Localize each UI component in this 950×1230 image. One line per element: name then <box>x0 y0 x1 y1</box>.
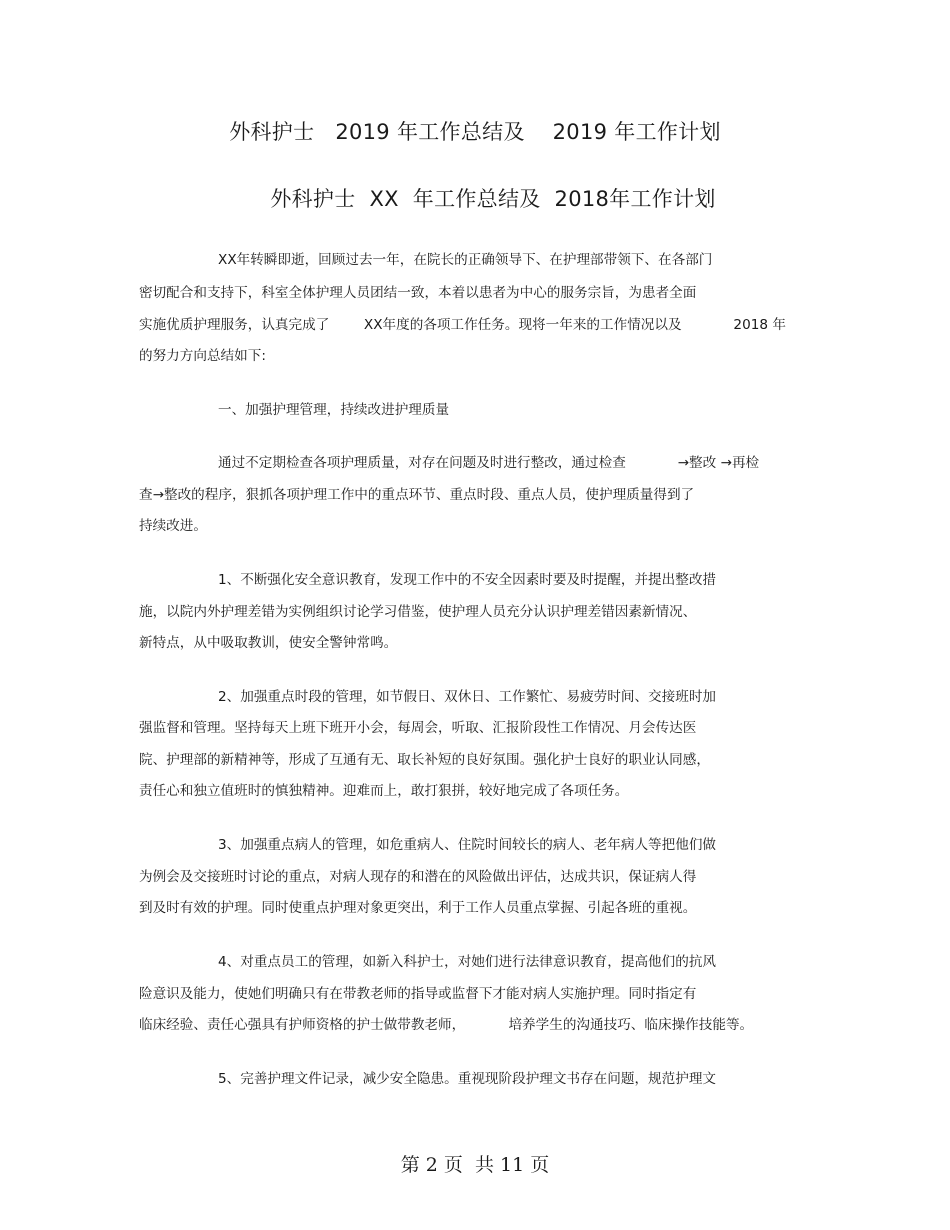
item4-line-3: 临床经验、责任心强具有护师资格的护士做带教老师， 培养学生的沟通技巧、临床操作技能等。 <box>139 1017 754 1033</box>
item2-line-2: 强监督和管理。坚持每天上班下班开小会，每周会，听取、汇报阶段性工作情况、月会传达医 <box>139 720 697 736</box>
intro-line-4: 的努力方向总结如下: <box>139 348 266 364</box>
page-label-prefix: 第 <box>400 1154 420 1176</box>
item1-line-2: 施，以院内外护理差错为实例组织讨论学习借鉴，使护理人员充分认识护理差错因素新情况、 <box>139 604 697 620</box>
item3-line-3: 到及时有效的护理。同时使重点护理对象更突出，利于工作人员重点掌握、引起各班的重视。 <box>139 900 697 916</box>
intro-line-2: 密切配合和支持下，科室全体护理人员团结一致，本着以患者为中心的服务宗旨，为患者全面 <box>139 285 697 301</box>
page-label-suffix: 页 <box>530 1154 550 1176</box>
intro-line-1: XX年转瞬即逝，回顾过去一年，在院长的正确领导下、在护理部带领下、在各部门 <box>218 252 713 268</box>
page-current-number: 2 <box>425 1154 438 1176</box>
section-body-line-3: 持续改进。 <box>139 518 207 534</box>
item2-line-3: 院、护理部的新精神等，形成了互通有无、取长补短的良好氛围。强化护士良好的职业认同感， <box>139 752 710 768</box>
intro-line-3: 实施优质护理服务，认真完成了 XX年度的各项工作任务。现将一年来的工作情况以及 2018 年 <box>139 317 786 333</box>
item4-line-2: 险意识及能力，使她们明确只有在带教老师的指导或监督下才能对病人实施护理。同时指定有 <box>139 986 697 1002</box>
section-heading: 一、加强护理管理，持续改进护理质量 <box>218 402 450 418</box>
page-total-number: 11 <box>500 1154 525 1176</box>
item4-line-1: 4、对重点员工的管理，如新入科护士，对她们进行法律意识教育，提高他们的抗风 <box>218 954 717 970</box>
page-label-mid: 页 共 <box>443 1154 494 1176</box>
item1-line-1: 1、不断强化安全意识教育，发现工作中的不安全因素时要及时提醒，并提出整改措 <box>218 572 717 588</box>
document-subtitle: 外科护士 XX 年工作总结及 2018年工作计划 <box>270 187 716 211</box>
item3-line-1: 3、加强重点病人的管理，如危重病人、住院时间较长的病人、老年病人等把他们做 <box>218 837 717 853</box>
section-body-line-1: 通过不定期检查各项护理质量，对存在问题及时进行整改，通过检查 →整改 →再检 <box>218 455 760 471</box>
document-title: 外科护士 2019 年工作总结及 2019 年工作计划 <box>229 120 721 144</box>
item5-line-1: 5、完善护理文件记录，减少安全隐患。重视现阶段护理文书存在问题，规范护理文 <box>218 1071 717 1087</box>
item2-line-1: 2、加强重点时段的管理，如节假日、双休日、工作繁忙、易疲劳时间、交接班时加 <box>218 689 717 705</box>
item3-line-2: 为例会及交接班时讨论的重点，对病人现存的和潜在的风险做出评估，达成共识，保证病人得 <box>139 869 697 885</box>
page-indicator <box>0 1150 950 1177</box>
item2-line-4: 责任心和独立值班时的慎独精神。迎难而上，敢打狠拼，较好地完成了各项任务。 <box>139 783 629 799</box>
section-body-line-2: 查→整改的程序，狠抓各项护理工作中的重点环节、重点时段、重点人员，使护理质量得到了 <box>139 487 695 503</box>
item1-line-3: 新特点，从中吸取教训，使安全警钟常鸣。 <box>139 635 398 651</box>
